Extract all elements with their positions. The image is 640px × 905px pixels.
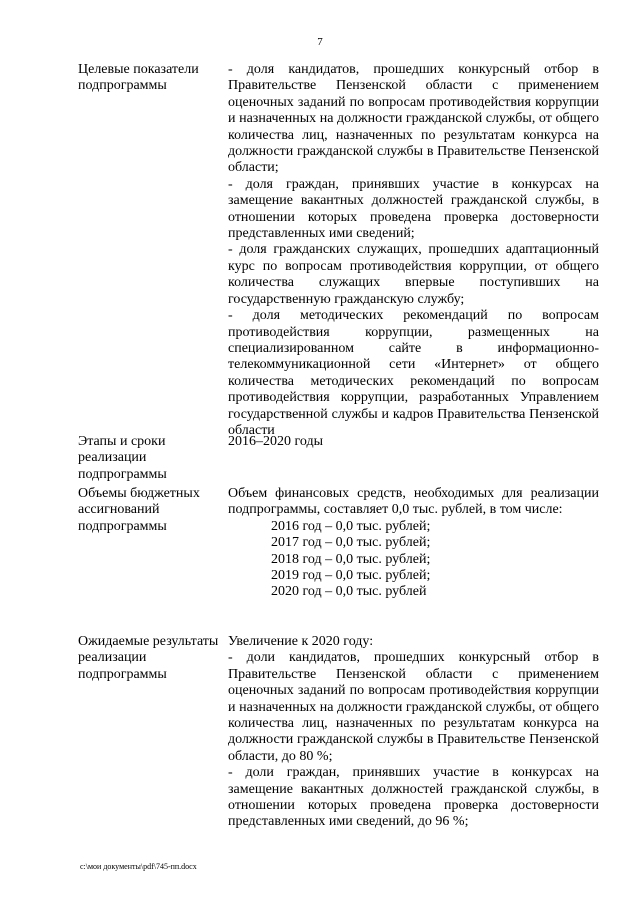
- row-label: Объемы бюджетных ассигнований подпрограммы: [78, 486, 200, 534]
- row-target-indicators: [78, 62, 604, 438]
- row-content: [228, 486, 599, 634]
- target-item: - доля граждан, принявших участие в конкурсах на замещение вакантных должностей гражданской службы, в отношении которых проведена проверка достоверности представленных ими сведений;: [228, 176, 599, 242]
- row-label: Ожидаемые результаты реализации подпрограммы: [78, 634, 219, 682]
- page-number: 7: [317, 36, 323, 48]
- budget-year: 2017 год – 0,0 тыс. рублей;: [271, 535, 431, 551]
- target-item: - доля кандидатов, прошедших конкурсный отбор в Правительстве Пензенской области с применением оценочных заданий по вопросам противодействия коррупции и назначенных на должности гражданской службы, от общего количества лиц, назначенных по результатам конкурса на должности гражданской службы в Правительстве Пензенской области;: [228, 62, 599, 176]
- row-content: [228, 62, 599, 438]
- result-item: - доли граждан, принявших участие в конкурсах на замещение вакантных должностей гражданской службы, в отношении которых проведена проверка достоверности представленных ими сведений, до 96 %;: [228, 765, 599, 830]
- budget-intro: Объем финансовых средств, необходимых для реализации подпрограммы, составляет 0,0 тыс. рублей, в том числе:: [228, 486, 599, 518]
- target-item: - доля гражданских служащих, прошедших адаптационный курс по вопросам противодействия коррупции, от общего количества служащих впервые поступивших на государственную гражданскую службу;: [228, 242, 599, 307]
- budget-year: 2019 год – 0,0 тыс. рублей;: [271, 568, 431, 584]
- budget-year: 2020 год – 0,0 тыс. рублей: [271, 584, 427, 600]
- row-stages: [78, 434, 604, 486]
- row-content: [228, 434, 599, 486]
- row-label: Целевые показатели подпрограммы: [78, 62, 199, 94]
- row-expected-results: [78, 634, 604, 831]
- budget-year: 2018 год – 0,0 тыс. рублей;: [271, 551, 431, 567]
- target-item: - доля методических рекомендаций по вопросам противодействия коррупции, размещенных на специализированном сайте в информационно-телекоммуникационной сети «Интернет» от общего количества методических рекомендаций по вопросам противодействия коррупции, разработанных Управлением государственной службы и кадров Правительства Пензенской области: [228, 308, 599, 438]
- row-content: [228, 634, 599, 831]
- passport-table: [78, 62, 604, 831]
- footer-file-path: c:\мои документы\pdf\745-пп.docx: [80, 862, 197, 871]
- budget-year: 2016 год – 0,0 тыс. рублей;: [271, 518, 431, 534]
- stages-value: 2016–2020 годы: [228, 434, 324, 449]
- budget-year-list: [228, 519, 599, 601]
- results-intro: Увеличение к 2020 году:: [228, 634, 374, 649]
- row-label: Этапы и сроки реализации подпрограммы: [78, 434, 167, 482]
- result-item: - доли кандидатов, прошедших конкурсный отбор в Правительстве Пензенской области с применением оценочных заданий по вопросам противодействия коррупции и назначенных на должности гражданской службы, от общего количества лиц, назначенных по результатам конкурса на должности гражданской службы в Правительстве Пензенской области, до 80 %;: [228, 650, 599, 764]
- row-budget: [78, 486, 604, 634]
